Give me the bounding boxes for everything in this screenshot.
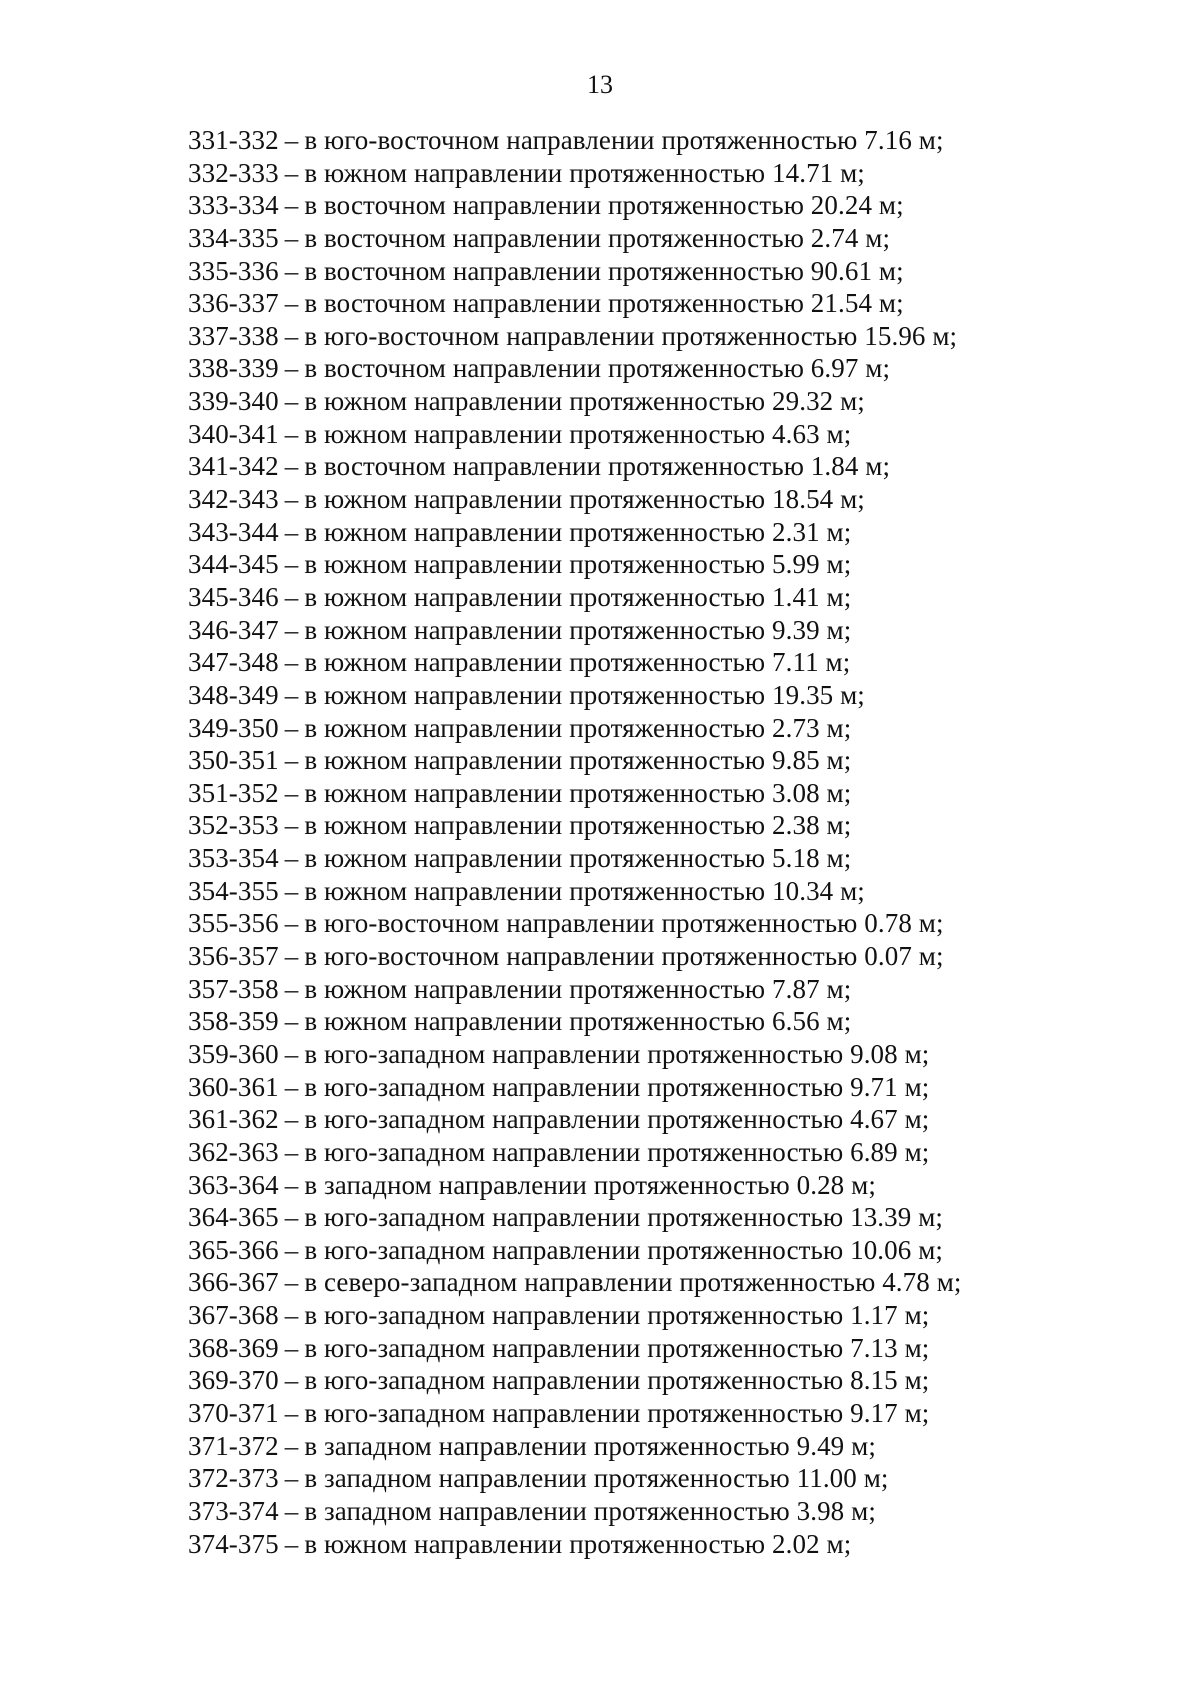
dash-separator: –	[284, 1038, 299, 1069]
segment-description: в южном направлении протяженностью 7.87 м;	[304, 973, 852, 1004]
segment-description: в юго-западном направлении протяженностью 9.08 м;	[304, 1038, 930, 1069]
boundary-line	[188, 1103, 961, 1136]
boundary-line	[188, 1169, 961, 1202]
dash-separator: –	[284, 1169, 299, 1200]
dash-separator: –	[284, 386, 299, 417]
segment-description: в южном направлении протяженностью 2.38 м;	[304, 810, 852, 841]
segment-description: в южном направлении протяженностью 18.54 м;	[304, 484, 865, 515]
dash-separator: –	[284, 745, 299, 776]
boundary-line	[188, 875, 961, 908]
boundary-line	[188, 483, 961, 516]
segment-number: 353-354	[188, 843, 279, 874]
segment-number: 340-341	[188, 418, 279, 449]
dash-separator: –	[284, 1234, 299, 1265]
page-number: 13	[587, 70, 613, 99]
segment-description: в юго-западном направлении протяженностью 4.67 м;	[304, 1104, 930, 1135]
dash-separator: –	[284, 875, 299, 906]
segment-number: 356-357	[188, 941, 279, 972]
segment-description: в восточном направлении протяженностью 1.84 м;	[304, 451, 891, 482]
dash-separator: –	[284, 810, 299, 841]
segment-description: в южном направлении протяженностью 29.32 м;	[304, 386, 865, 417]
segment-description: в юго-западном направлении протяженностью 13.39 м;	[304, 1202, 943, 1233]
segment-number: 331-332	[188, 125, 279, 155]
segment-number: 348-349	[188, 679, 279, 710]
boundary-line	[188, 1528, 961, 1561]
segment-number: 365-366	[188, 1234, 279, 1265]
segment-number: 362-363	[188, 1136, 279, 1167]
boundary-line	[188, 809, 961, 842]
segment-description: в юго-западном направлении протяженностью 9.71 м;	[304, 1071, 930, 1102]
boundary-line	[188, 1201, 961, 1234]
segment-description: в южном направлении протяженностью 2.02 м;	[304, 1528, 852, 1559]
dash-separator: –	[284, 1267, 299, 1298]
boundary-line	[188, 1038, 961, 1071]
segment-number: 370-371	[188, 1397, 279, 1428]
segment-number: 371-372	[188, 1430, 279, 1461]
segment-number: 344-345	[188, 549, 279, 580]
dash-separator: –	[284, 418, 299, 449]
dash-separator: –	[284, 908, 299, 939]
segment-description: в восточном направлении протяженностью 6.97 м;	[304, 353, 891, 384]
dash-separator: –	[284, 353, 299, 384]
segment-number: 341-342	[188, 451, 279, 482]
dash-separator: –	[284, 973, 299, 1004]
dash-separator: –	[284, 484, 299, 515]
segment-description: в южном направлении протяженностью 7.11 м;	[304, 647, 851, 678]
segment-description: в юго-западном направлении протяженностью 8.15 м;	[304, 1365, 930, 1396]
segment-description: в южном направлении протяженностью 14.71 м;	[304, 157, 865, 188]
boundary-line	[188, 1364, 961, 1397]
segment-number: 354-355	[188, 875, 279, 906]
dash-separator: –	[284, 1495, 299, 1526]
segment-description: в южном направлении протяженностью 5.18 м;	[304, 843, 852, 874]
segment-description: в северо-западном направлении протяженностью 4.78 м;	[304, 1267, 962, 1298]
segment-number: 374-375	[188, 1528, 279, 1559]
segment-number: 364-365	[188, 1202, 279, 1233]
segment-number: 333-334	[188, 190, 279, 221]
dash-separator: –	[284, 581, 299, 612]
segment-number: 339-340	[188, 386, 279, 417]
dash-separator: –	[284, 451, 299, 482]
boundary-line	[188, 1005, 961, 1038]
dash-separator: –	[284, 157, 299, 188]
segment-description: в юго-западном направлении протяженностью 10.06 м;	[304, 1234, 943, 1265]
segment-description: в юго-восточном направлении протяженностью 15.96 м;	[304, 320, 958, 351]
boundary-line	[188, 1462, 961, 1495]
segment-number: 349-350	[188, 712, 279, 743]
segment-description: в южном направлении протяженностью 2.31 м;	[304, 516, 852, 547]
segment-description: в южном направлении протяженностью 19.35 м;	[304, 679, 865, 710]
dash-separator: –	[284, 1463, 299, 1494]
boundary-line	[188, 352, 961, 385]
segment-number: 360-361	[188, 1071, 279, 1102]
segment-description: в южном направлении протяженностью 9.85 м;	[304, 745, 852, 776]
boundary-line	[188, 516, 961, 549]
boundary-line	[188, 744, 961, 777]
segment-description: в юго-восточном направлении протяженностью 0.78 м;	[304, 908, 944, 939]
segment-number: 343-344	[188, 516, 279, 547]
boundary-line	[188, 385, 961, 418]
dash-separator: –	[284, 255, 299, 286]
segment-description: в южном направлении протяженностью 5.99 м;	[304, 549, 852, 580]
boundary-line	[188, 1136, 961, 1169]
boundary-line	[188, 1299, 961, 1332]
boundary-line	[188, 255, 961, 288]
segment-number: 355-356	[188, 908, 279, 939]
segment-description: в юго-западном направлении протяженностью 9.17 м;	[304, 1397, 930, 1428]
segment-number: 338-339	[188, 353, 279, 384]
segment-description: в южном направлении протяженностью 2.73 м;	[304, 712, 852, 743]
segment-description: в южном направлении протяженностью 10.34 м;	[304, 875, 865, 906]
dash-separator: –	[284, 1202, 299, 1233]
dash-separator: –	[284, 712, 299, 743]
segment-description: в южном направлении протяженностью 9.39 м;	[304, 614, 852, 645]
dash-separator: –	[284, 679, 299, 710]
dash-separator: –	[284, 1430, 299, 1461]
segment-description: в южном направлении протяженностью 4.63 м;	[304, 418, 852, 449]
boundary-line	[188, 614, 961, 647]
boundary-line	[188, 287, 961, 320]
dash-separator: –	[284, 516, 299, 547]
dash-separator: –	[284, 1365, 299, 1396]
boundary-line	[188, 581, 961, 614]
dash-separator: –	[284, 1332, 299, 1363]
segment-number: 334-335	[188, 222, 279, 253]
boundary-line	[188, 189, 961, 222]
dash-separator: –	[284, 777, 299, 808]
segment-number: 359-360	[188, 1038, 279, 1069]
boundary-line	[188, 842, 961, 875]
boundary-line	[188, 940, 961, 973]
segment-description: в южном направлении протяженностью 6.56 м;	[304, 1006, 852, 1037]
segment-description: в юго-восточном направлении протяженностью 0.07 м;	[304, 941, 944, 972]
boundary-description-list	[188, 124, 961, 1560]
segment-number: 347-348	[188, 647, 279, 678]
dash-separator: –	[284, 125, 299, 155]
dash-separator: –	[284, 1136, 299, 1167]
dash-separator: –	[284, 843, 299, 874]
boundary-line	[188, 1332, 961, 1365]
segment-description: в западном направлении протяженностью 3.98 м;	[304, 1495, 876, 1526]
segment-number: 342-343	[188, 484, 279, 515]
boundary-line	[188, 1071, 961, 1104]
segment-number: 366-367	[188, 1267, 279, 1298]
segment-description: в южном направлении протяженностью 1.41 м;	[304, 581, 852, 612]
segment-number: 335-336	[188, 255, 279, 286]
segment-description: в юго-западном направлении протяженностью 1.17 м;	[304, 1300, 930, 1331]
segment-description: в юго-западном направлении протяженностью 7.13 м;	[304, 1332, 930, 1363]
segment-description: в западном направлении протяженностью 0.28 м;	[304, 1169, 876, 1200]
boundary-line	[188, 157, 961, 190]
segment-description: в восточном направлении протяженностью 90.61 м;	[304, 255, 904, 286]
dash-separator: –	[284, 222, 299, 253]
segment-description: в восточном направлении протяженностью 21.54 м;	[304, 288, 904, 319]
boundary-line	[188, 679, 961, 712]
boundary-line	[188, 1495, 961, 1528]
segment-description: в южном направлении протяженностью 3.08 м;	[304, 777, 852, 808]
segment-number: 361-362	[188, 1104, 279, 1135]
segment-number: 357-358	[188, 973, 279, 1004]
dash-separator: –	[284, 1300, 299, 1331]
segment-description: в юго-западном направлении протяженностью 6.89 м;	[304, 1136, 930, 1167]
segment-number: 332-333	[188, 157, 279, 188]
boundary-line	[188, 222, 961, 255]
segment-description: в восточном направлении протяженностью 2.74 м;	[304, 222, 891, 253]
dash-separator: –	[284, 941, 299, 972]
dash-separator: –	[284, 1397, 299, 1428]
boundary-line	[188, 418, 961, 451]
segment-number: 372-373	[188, 1463, 279, 1494]
boundary-line	[188, 777, 961, 810]
dash-separator: –	[284, 1071, 299, 1102]
boundary-line	[188, 907, 961, 940]
segment-description: в западном направлении протяженностью 11.00 м;	[304, 1463, 889, 1494]
boundary-line	[188, 548, 961, 581]
dash-separator: –	[284, 549, 299, 580]
segment-number: 336-337	[188, 288, 279, 319]
dash-separator: –	[284, 647, 299, 678]
segment-number: 346-347	[188, 614, 279, 645]
segment-number: 369-370	[188, 1365, 279, 1396]
dash-separator: –	[284, 1104, 299, 1135]
segment-number: 373-374	[188, 1495, 279, 1526]
segment-number: 345-346	[188, 581, 279, 612]
segment-description: в восточном направлении протяженностью 20.24 м;	[304, 190, 904, 221]
dash-separator: –	[284, 288, 299, 319]
boundary-line	[188, 1397, 961, 1430]
dash-separator: –	[284, 614, 299, 645]
dash-separator: –	[284, 190, 299, 221]
dash-separator: –	[284, 1006, 299, 1037]
boundary-line	[188, 1234, 961, 1267]
segment-number: 368-369	[188, 1332, 279, 1363]
segment-number: 351-352	[188, 777, 279, 808]
boundary-line	[188, 646, 961, 679]
boundary-line	[188, 712, 961, 745]
boundary-line	[188, 1266, 961, 1299]
segment-description: в западном направлении протяженностью 9.49 м;	[304, 1430, 876, 1461]
boundary-line	[188, 124, 961, 157]
dash-separator: –	[284, 320, 299, 351]
boundary-line	[188, 1430, 961, 1463]
boundary-line	[188, 320, 961, 353]
boundary-line	[188, 450, 961, 483]
segment-number: 363-364	[188, 1169, 279, 1200]
boundary-line	[188, 973, 961, 1006]
dash-separator: –	[284, 1528, 299, 1559]
segment-number: 350-351	[188, 745, 279, 776]
segment-number: 337-338	[188, 320, 279, 351]
segment-number: 367-368	[188, 1300, 279, 1331]
segment-number: 352-353	[188, 810, 279, 841]
segment-number: 358-359	[188, 1006, 279, 1037]
segment-description: в юго-восточном направлении протяженностью 7.16 м;	[304, 125, 944, 155]
